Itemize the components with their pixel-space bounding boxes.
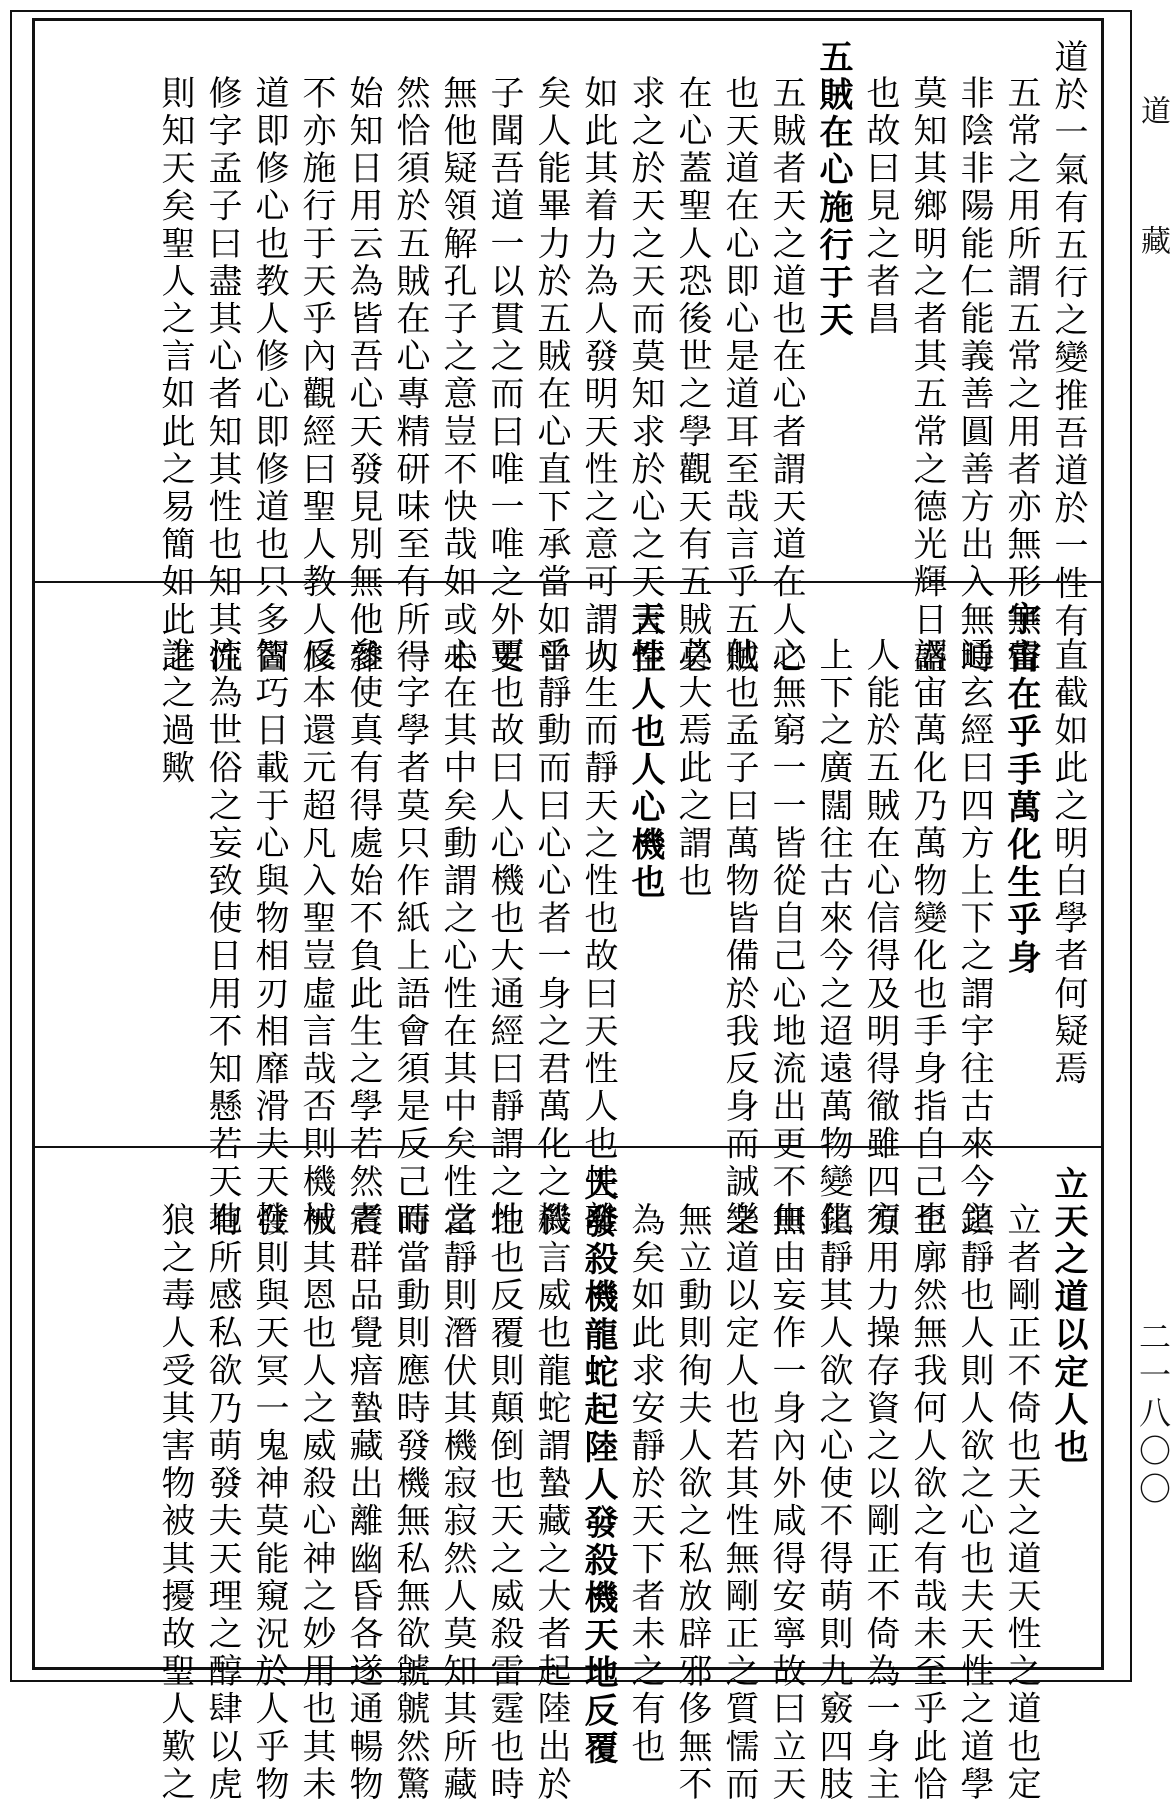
text-column: 狼之毒人受其害物被其擾故聖人歎之 xyxy=(155,1202,195,1804)
text-column: 為矣如此求安靜於天下者未之有也 xyxy=(625,1202,665,1766)
section-heading: 天發殺機龍蛇起陸人發殺機天地反覆 xyxy=(578,1166,618,1768)
text-column: 修字孟子曰盡其心者知其性也知其性 xyxy=(202,75,242,677)
text-column: 乎靜動而曰心心者一身之君萬化之機 xyxy=(531,637,571,1239)
page-number: 二一八〇〇 xyxy=(1134,1320,1172,1510)
panel-bottom xyxy=(35,1146,1101,1804)
text-column: 無立動則徇夫人欲之私放辟邪侈無不 xyxy=(672,1202,712,1804)
section-heading: 五賊在心施行于天 xyxy=(813,39,853,340)
text-column: 誰之過歟 xyxy=(155,637,195,788)
text-column: 在心蓋聖人恐後世之學觀天有五賊必 xyxy=(672,75,712,677)
text-column: 被其恩也人之威殺心神之妙用也其未 xyxy=(296,1202,336,1804)
text-column: 他也孟子曰萬物皆備於我反身而誠樂 xyxy=(719,637,759,1239)
text-column: 始知日用云為皆吾心天發見別無他雜 xyxy=(343,75,383,677)
text-column: 不亦施行于天乎內觀經曰聖人教人修 xyxy=(296,75,336,677)
text-column: 通玄經曰四方上下之謂宇往古來今之 xyxy=(954,637,994,1239)
text-column: 之無窮一一皆從自己心地流出更不由 xyxy=(766,637,806,1239)
text-column: 則知天矣聖人之言如此之易簡如此之 xyxy=(155,75,195,677)
section-heading: 天性人也人心機也 xyxy=(625,601,665,902)
text-column: 殺言威也龍蛇謂蟄藏之大者起陸出於 xyxy=(531,1202,571,1804)
text-column: 然恰須於五賊在心專精研味至有所得 xyxy=(390,75,430,677)
section-heading: 宇宙在乎手萬化生乎身 xyxy=(1001,601,1041,977)
text-column: 謂宙萬化乃萬物變化也手身指自己也 xyxy=(907,637,947,1239)
text-column: 莫知其鄉明之者其五常之德光輝日盛 xyxy=(907,75,947,677)
text-column: 智巧日載于心與物相刃相靡滑夫天性 xyxy=(249,637,289,1239)
section-heading: 立天之道以定人也 xyxy=(1048,1166,1088,1467)
text-column: 人生而靜天之性也故曰天性人也性離 xyxy=(578,637,618,1239)
text-column: 發則與天冥一鬼神莫能窺況於人乎物 xyxy=(249,1202,289,1804)
text-column: 矣人能畢力於五賊在心直下承當如曾 xyxy=(531,75,571,677)
text-column: 無他疑領解孔子之意豈不快哉如或未 xyxy=(437,75,477,677)
panel-top xyxy=(35,21,1101,677)
text-column: 至廓然無我何人欲之有哉未至乎此恰 xyxy=(907,1202,947,1804)
text-column: 道於一氣有五行之變推吾道於一性有 xyxy=(1048,39,1088,641)
text-column: 直截如此之明白學者何疑焉 xyxy=(1048,637,1088,1089)
text-column: 五賊者天之道也在心者謂天道在人心 xyxy=(766,75,806,677)
text-column: 人能於五賊在心信得及明得徹雖四方 xyxy=(860,637,900,1239)
text-column: 之道以定人也若其性無剛正之質懦而 xyxy=(719,1202,759,1804)
panel-middle xyxy=(35,581,1101,1239)
text-border xyxy=(32,18,1104,1804)
text-column: 心在其中矣動謂之心性在其中矣性之 xyxy=(437,637,477,1239)
text-column: 反本還元超凡入聖豈虛言哉否則機械 xyxy=(296,637,336,1239)
text-column: 參使真有得處始不負此生之學若然者 xyxy=(343,637,383,1239)
text-column: 鎮靜其人欲之心使不得萌則九竅四肢 xyxy=(813,1202,853,1804)
text-column: 立者剛正不倚也天之道天性之道也定 xyxy=(1001,1202,1041,1804)
text-column: 也天道在心即心是道耳至哉言乎五賊 xyxy=(719,75,759,677)
text-column: 流為世俗之妄致使日用不知懸若天地 xyxy=(202,637,242,1239)
text-column: 求之於天之天而莫知求於心之天言至 xyxy=(625,75,665,677)
text-column: 道即修心也教人修心即修道也只多箇 xyxy=(249,75,289,677)
text-column: 子聞吾道一以貫之而曰唯一唯之外更 xyxy=(484,75,524,677)
text-column: 一字學者莫只作紙上語會須是反己而 xyxy=(390,637,430,1239)
text-column: 如此其着力為人發明天性之意可謂切 xyxy=(578,75,618,677)
text-column: 須用力操存資之以剛正不倚為一身主 xyxy=(860,1202,900,1804)
text-column: 要也故曰人心機也大通經曰靜謂之性 xyxy=(484,637,524,1239)
side-title: 道藏 xyxy=(1135,95,1170,355)
text-column: 上下之廣闊往古來今之迢遠萬物變化 xyxy=(813,637,853,1239)
text-column: 五常之用所謂五常之用者亦無形無聲 xyxy=(1001,75,1041,677)
text-column: 無由妄作一身內外咸得安寧故曰立天 xyxy=(766,1202,806,1804)
text-column: 莫大焉此之謂也 xyxy=(672,637,712,901)
text-column: 當靜則潛伏其機寂寂然人莫知其所藏 xyxy=(437,1202,477,1804)
text-column: 鎮靜也人則人欲之心也夫天性之道學 xyxy=(954,1202,994,1804)
text-column: 地也反覆則顛倒也天之威殺雷霆也時 xyxy=(484,1202,524,1804)
page-frame xyxy=(10,10,1132,1804)
text-column: 非陰非陽能仁能義善圓善方出入無時 xyxy=(954,75,994,677)
text-column: 時當動則應時發機無私無欲虩虩然驚 xyxy=(390,1202,430,1804)
text-column: 震群品覺瘖蟄藏出離幽昏各遂通暢物 xyxy=(343,1202,383,1804)
text-column: 有所感私欲乃萌發夫天理之醇肆以虎 xyxy=(202,1202,242,1804)
text-column: 也故曰見之者昌 xyxy=(860,75,900,339)
